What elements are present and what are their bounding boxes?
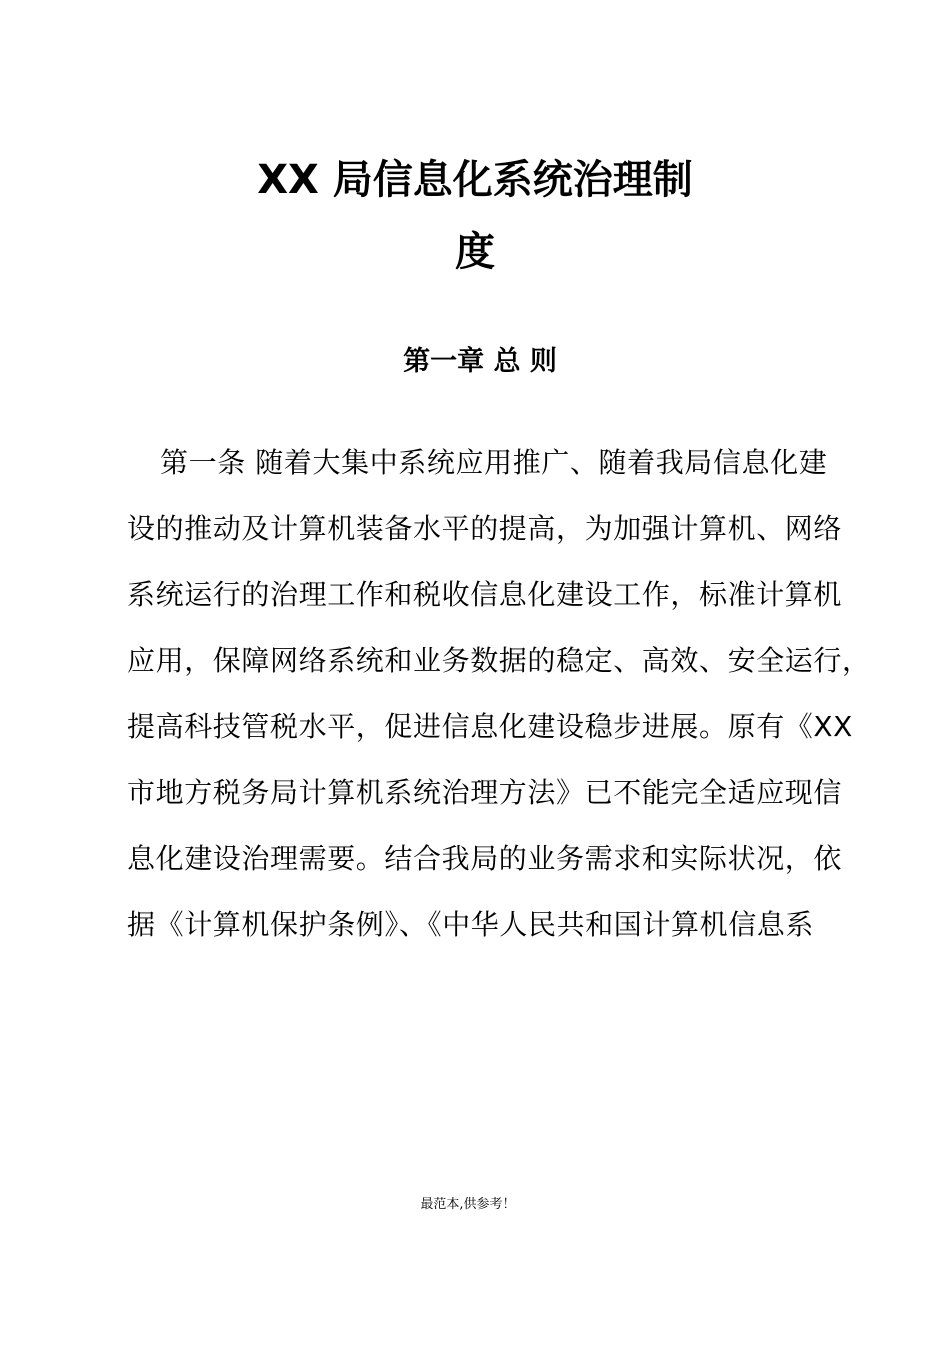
document-title-line-1: XX 局信息化系统治理制 bbox=[257, 157, 693, 203]
paragraph-line: 设的推动及计算机装备水平的提高，为加强计算机、网络 bbox=[127, 512, 843, 545]
paragraph-line: 系统运行的治理工作和税收信息化建设工作，标准计算机 bbox=[127, 578, 843, 611]
page-footer-note: 最范本,供参考！ bbox=[420, 1197, 516, 1212]
chapter-heading: 第一章 总 则 bbox=[403, 346, 557, 377]
paragraph-line: 据《计算机保护条例》、《中华人民共和国计算机信息系 bbox=[127, 908, 815, 941]
paragraph-line: 提高科技管税水平，促进信息化建设稳步进展。原有《XX bbox=[127, 710, 853, 743]
document-title-line-2: 度 bbox=[455, 229, 495, 275]
paragraph-line: 市地方税务局计算机系统治理方法》已不能完全适应现信 bbox=[127, 776, 843, 809]
paragraph-line: 应用，保障网络系统和业务数据的稳定、高效、安全运行， bbox=[127, 644, 871, 677]
paragraph-line: 第一条 随着大集中系统应用推广、随着我局信息化建 bbox=[160, 446, 828, 479]
paragraph-line: 息化建设治理需要。结合我局的业务需求和实际状况，依 bbox=[127, 842, 843, 875]
